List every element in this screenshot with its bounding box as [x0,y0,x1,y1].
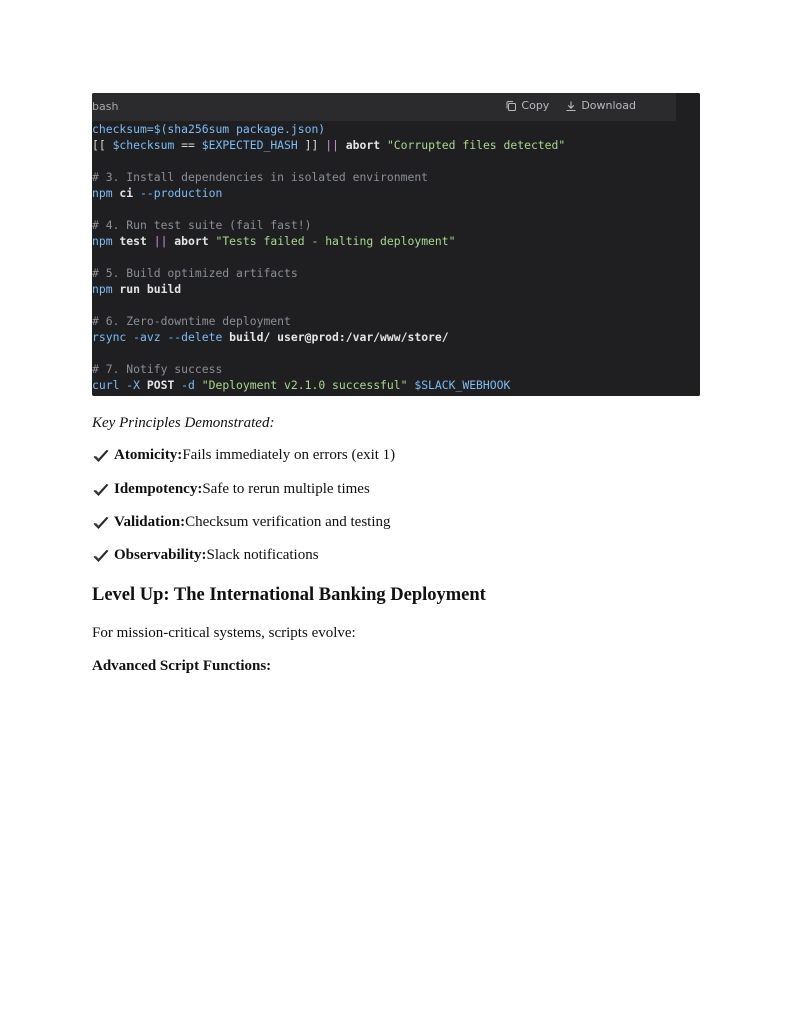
code-token: npm [92,282,113,296]
principles-title: Key Principles Demonstrated: [92,415,275,431]
code-token: -avz --delete [126,330,230,344]
code-blank-line [92,345,676,361]
code-block [92,93,700,396]
principle-item [92,547,319,564]
code-line [92,169,676,185]
checkmark-icon [92,448,110,464]
download-icon [565,100,577,112]
code-token: || [153,234,168,248]
principle-text: Checksum verification and testing [185,514,391,530]
code-token: curl [92,378,120,392]
code-token: # 5. Build optimized artifacts [92,266,298,280]
code-token: "Corrupted files detected" [386,138,566,152]
code-token: POST [146,378,175,392]
code-line [92,377,676,393]
principle-label: Observability: [114,547,207,563]
code-blank-line [92,201,676,217]
code-token: "Tests failed - halting deployment" [215,234,456,248]
principle-label: Idempotency: [114,481,203,497]
code-line [92,361,676,377]
code-toolbar [92,93,676,121]
code-token: # 4. Run test suite (fail fast!) [92,218,312,232]
code-token: || [325,138,339,152]
code-token: abort [167,234,216,248]
code-token: build/ user@prod:/var/www/store/ [229,330,449,344]
principle-item [92,481,370,498]
code-token: $SLACK_WEBHOOK [407,378,511,392]
code-token: # 3. Install dependencies in isolated environment [92,170,429,184]
code-line [92,185,676,201]
principle-text: Safe to rerun multiple times [202,481,370,497]
principle-text: Fails immediately on errors (exit 1) [182,447,396,463]
code-token: == [174,138,202,152]
code-blank-line [92,297,676,313]
code-actions [505,99,636,112]
principle-label: Atomicity: [114,447,183,463]
code-token: [[ [92,138,113,152]
code-token: test [112,234,154,248]
copy-button[interactable] [505,99,549,112]
download-label: Download [581,99,636,112]
code-token: "Deployment v2.1.0 successful" [201,378,408,392]
code-language-label: bash [92,100,119,113]
copy-icon [505,100,517,112]
principle-label: Validation: [114,514,186,530]
code-blank-line [92,153,676,169]
code-token: --production [140,186,223,200]
section-heading: Level Up: The International Banking Deployment [92,585,486,605]
principle-item [92,514,391,531]
code-token: checksum=$(sha256sum package.json) [92,122,326,136]
code-token: rsync [92,330,127,344]
subheading: Advanced Script Functions: [92,658,272,674]
code-token: -X [119,378,147,392]
code-scroll-strip [676,93,700,396]
code-line [92,265,676,281]
principle-text: Slack notifications [206,547,319,563]
code-token: -d [174,378,202,392]
code-line [92,121,676,137]
code-token: # 6. Zero-downtime deployment [92,314,291,328]
code-token: ci [112,186,141,200]
intro-text: For mission-critical systems, scripts evolve: [92,625,356,641]
code-token: npm [92,186,113,200]
principle-item [92,447,395,464]
download-button[interactable] [565,99,636,112]
code-token: $checksum [112,138,175,152]
code-token: $EXPECTED_HASH [201,138,298,152]
code-line [92,281,676,297]
code-token: # 7. Notify success [92,362,223,376]
checkmark-icon [92,548,110,564]
code-blank-line [92,249,676,265]
code-line [92,313,676,329]
code-token: abort [338,138,387,152]
code-token: ]] [297,138,326,152]
copy-label: Copy [521,99,550,112]
code-content [92,121,676,393]
checkmark-icon [92,515,110,531]
code-token: run build [112,282,182,296]
code-line [92,217,676,233]
code-token: npm [92,234,113,248]
code-line [92,329,676,345]
code-line [92,233,676,249]
checkmark-icon [92,482,110,498]
code-line [92,137,676,153]
